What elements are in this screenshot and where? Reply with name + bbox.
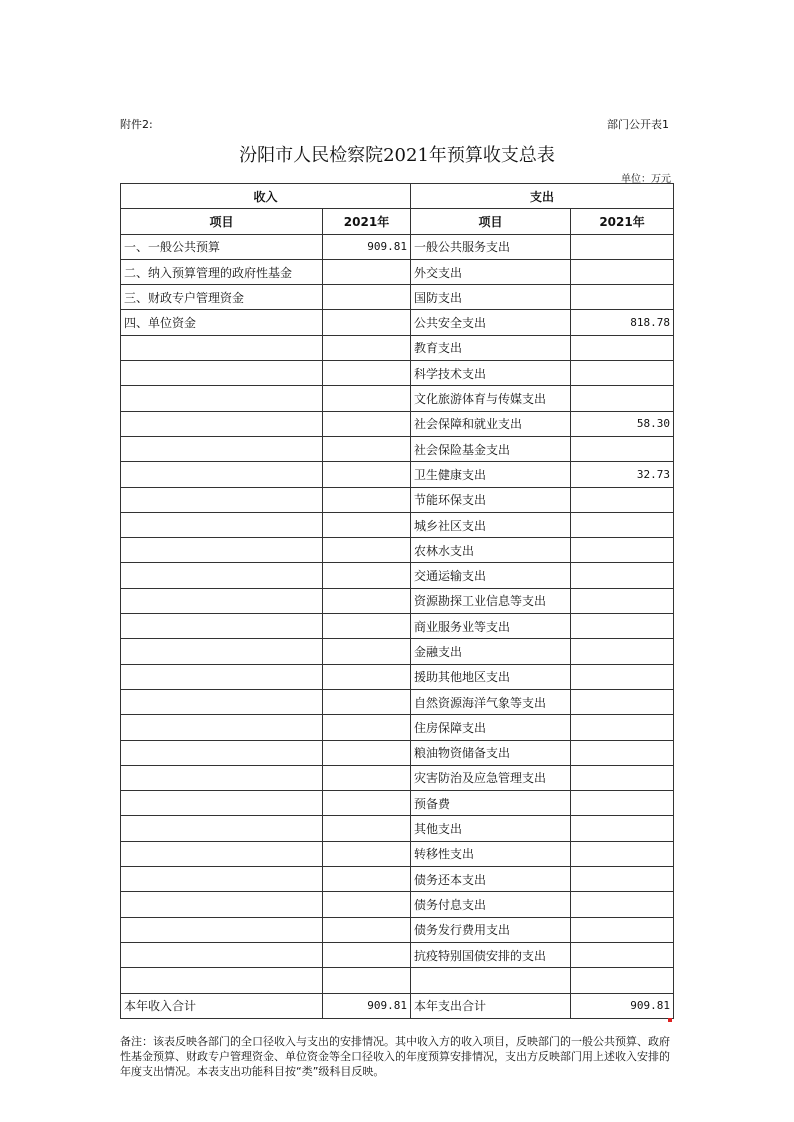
income-item-cell: [121, 563, 323, 588]
expense-value-cell: [571, 335, 674, 360]
table-row: [121, 614, 674, 639]
income-item-cell: [121, 841, 323, 866]
table-row: [121, 361, 674, 386]
table-row: [121, 715, 674, 740]
expense-value-cell: [571, 942, 674, 967]
table-row: [121, 563, 674, 588]
income-value-cell: [323, 335, 411, 360]
income-value-cell: [323, 310, 411, 335]
income-item-cell: 四、单位资金: [121, 310, 323, 335]
expense-value-cell: [571, 639, 674, 664]
table-row: [121, 436, 674, 461]
income-item-cell: [121, 867, 323, 892]
income-value-cell: [323, 588, 411, 613]
table-row: [121, 765, 674, 790]
table-row: [121, 791, 674, 816]
attachment-label: 附件2:: [120, 118, 153, 131]
table-row: [121, 487, 674, 512]
expense-value-cell: [571, 512, 674, 537]
income-item-cell: [121, 942, 323, 967]
table-row: [121, 841, 674, 866]
table-row: [121, 462, 674, 487]
table-row: [121, 816, 674, 841]
unit-label: 单位：万元: [621, 174, 671, 185]
expense-item-cell: 文化旅游体育与传媒支出: [411, 386, 571, 411]
expense-item-cell: 交通运输支出: [411, 563, 571, 588]
expense-value-cell: [571, 867, 674, 892]
expense-header: 支出: [411, 184, 674, 209]
income-item-cell: [121, 689, 323, 714]
table-row: [121, 259, 674, 284]
income-item-cell: [121, 740, 323, 765]
expense-item-cell: 其他支出: [411, 816, 571, 841]
expense-item-cell: 卫生健康支出: [411, 462, 571, 487]
expense-value-cell: [571, 487, 674, 512]
expense-value-cell: 818.78: [571, 310, 674, 335]
income-item-cell: [121, 487, 323, 512]
income-header: 收入: [121, 184, 411, 209]
expense-item-cell: 国防支出: [411, 285, 571, 310]
expense-item-cell: 援助其他地区支出: [411, 664, 571, 689]
income-value-cell: [323, 259, 411, 284]
table-row: [121, 740, 674, 765]
table-row: [121, 689, 674, 714]
income-value-cell: [323, 867, 411, 892]
expense-value-cell: [571, 563, 674, 588]
column-header-row: [121, 209, 674, 234]
income-item-cell: 一、一般公共预算: [121, 234, 323, 259]
income-value-cell: [323, 563, 411, 588]
income-value-cell: [323, 689, 411, 714]
section-header-row: [121, 184, 674, 209]
income-value-cell: [323, 436, 411, 461]
expense-value-cell: 32.73: [571, 462, 674, 487]
expense-item-cell: 抗疫特别国债安排的支出: [411, 942, 571, 967]
income-item-cell: [121, 588, 323, 613]
income-item-header: 项目: [121, 209, 323, 234]
expense-value-cell: [571, 816, 674, 841]
income-item-cell: [121, 715, 323, 740]
total-row: [121, 993, 674, 1018]
income-value-cell: [323, 639, 411, 664]
income-value-cell: [323, 765, 411, 790]
expense-total-value: 909.81: [571, 993, 674, 1018]
table-row: [121, 310, 674, 335]
income-value-cell: [323, 740, 411, 765]
table-row: [121, 968, 674, 993]
expense-item-cell: 教育支出: [411, 335, 571, 360]
expense-value-cell: [571, 588, 674, 613]
expense-item-cell: 资源勘探工业信息等支出: [411, 588, 571, 613]
expense-item-cell: 科学技术支出: [411, 361, 571, 386]
expense-value-cell: [571, 841, 674, 866]
income-item-cell: [121, 462, 323, 487]
expense-value-cell: [571, 538, 674, 563]
income-item-cell: [121, 538, 323, 563]
expense-item-cell: 城乡社区支出: [411, 512, 571, 537]
income-item-cell: [121, 765, 323, 790]
income-value-cell: [323, 411, 411, 436]
expense-value-cell: [571, 436, 674, 461]
income-item-cell: [121, 361, 323, 386]
expense-item-header: 项目: [411, 209, 571, 234]
expense-value-cell: [571, 689, 674, 714]
expense-value-cell: [571, 917, 674, 942]
income-value-cell: [323, 487, 411, 512]
table-row: [121, 664, 674, 689]
income-item-cell: [121, 386, 323, 411]
expense-item-cell: 节能环保支出: [411, 487, 571, 512]
income-item-cell: [121, 892, 323, 917]
income-value-cell: [323, 285, 411, 310]
income-item-cell: [121, 664, 323, 689]
table-row: [121, 234, 674, 259]
income-value-cell: [323, 968, 411, 993]
expense-value-cell: [571, 614, 674, 639]
expense-item-cell: 预备费: [411, 791, 571, 816]
income-value-cell: [323, 791, 411, 816]
income-value-cell: [323, 841, 411, 866]
form-number: 部门公开表1: [607, 118, 669, 131]
expense-value-cell: [571, 664, 674, 689]
income-item-cell: [121, 639, 323, 664]
income-value-cell: [323, 512, 411, 537]
expense-total-label: 本年支出合计: [411, 993, 571, 1018]
expense-value-cell: [571, 259, 674, 284]
table-row: [121, 335, 674, 360]
income-year-header: 2021年: [323, 209, 411, 234]
income-item-cell: [121, 411, 323, 436]
table-row: [121, 512, 674, 537]
table-row: [121, 917, 674, 942]
table-row: [121, 942, 674, 967]
expense-item-cell: 金融支出: [411, 639, 571, 664]
red-mark: [668, 1018, 672, 1022]
expense-item-cell: 灾害防治及应急管理支出: [411, 765, 571, 790]
expense-value-cell: [571, 386, 674, 411]
income-value-cell: 909.81: [323, 234, 411, 259]
expense-item-cell: 外交支出: [411, 259, 571, 284]
income-item-cell: [121, 968, 323, 993]
expense-item-cell: 社会保障和就业支出: [411, 411, 571, 436]
table-row: [121, 285, 674, 310]
expense-item-cell: 债务付息支出: [411, 892, 571, 917]
expense-item-cell: 住房保障支出: [411, 715, 571, 740]
income-item-cell: [121, 335, 323, 360]
income-item-cell: [121, 614, 323, 639]
expense-item-cell: [411, 968, 571, 993]
expense-item-cell: 商业服务业等支出: [411, 614, 571, 639]
income-item-cell: 三、财政专户管理资金: [121, 285, 323, 310]
expense-year-header: 2021年: [571, 209, 674, 234]
income-value-cell: [323, 462, 411, 487]
income-item-cell: [121, 791, 323, 816]
income-item-cell: [121, 917, 323, 942]
income-value-cell: [323, 816, 411, 841]
table-row: [121, 538, 674, 563]
expense-value-cell: [571, 361, 674, 386]
table-row: [121, 867, 674, 892]
expense-value-cell: [571, 968, 674, 993]
expense-item-cell: 公共安全支出: [411, 310, 571, 335]
note-text: 备注：该表反映各部门的全口径收入与支出的安排情况。其中收入方的收入项目，反映部门的一般公共预算、政府性基金预算、财政专户管理资金、单位资金等全口径收入的年度预算安排情况，支出方反映部门用上述收入安排的年度支出情况。本表支出功能科目按“类”级科目反映。: [120, 1035, 670, 1078]
income-item-cell: [121, 512, 323, 537]
income-value-cell: [323, 386, 411, 411]
expense-value-cell: [571, 892, 674, 917]
table-row: [121, 639, 674, 664]
income-value-cell: [323, 361, 411, 386]
expense-value-cell: [571, 234, 674, 259]
income-value-cell: [323, 614, 411, 639]
table-row: [121, 411, 674, 436]
expense-value-cell: [571, 715, 674, 740]
income-total-value: 909.81: [323, 993, 411, 1018]
expense-item-cell: 粮油物资储备支出: [411, 740, 571, 765]
expense-item-cell: 债务发行费用支出: [411, 917, 571, 942]
income-item-cell: [121, 816, 323, 841]
income-item-cell: [121, 436, 323, 461]
expense-item-cell: 社会保险基金支出: [411, 436, 571, 461]
expense-item-cell: 债务还本支出: [411, 867, 571, 892]
expense-value-cell: [571, 285, 674, 310]
income-total-label: 本年收入合计: [121, 993, 323, 1018]
table-row: [121, 892, 674, 917]
table-row: [121, 588, 674, 613]
expense-value-cell: [571, 765, 674, 790]
income-value-cell: [323, 942, 411, 967]
expense-item-cell: 转移性支出: [411, 841, 571, 866]
table-row: [121, 386, 674, 411]
income-value-cell: [323, 538, 411, 563]
expense-value-cell: 58.30: [571, 411, 674, 436]
expense-item-cell: 农林水支出: [411, 538, 571, 563]
income-value-cell: [323, 892, 411, 917]
income-value-cell: [323, 715, 411, 740]
page-title: 汾阳市人民检察院2021年预算收支总表: [239, 145, 555, 166]
income-item-cell: 二、纳入预算管理的政府性基金: [121, 259, 323, 284]
expense-value-cell: [571, 740, 674, 765]
income-value-cell: [323, 664, 411, 689]
income-value-cell: [323, 917, 411, 942]
expense-value-cell: [571, 791, 674, 816]
expense-item-cell: 一般公共服务支出: [411, 234, 571, 259]
budget-summary-table: [120, 183, 674, 1019]
expense-item-cell: 自然资源海洋气象等支出: [411, 689, 571, 714]
